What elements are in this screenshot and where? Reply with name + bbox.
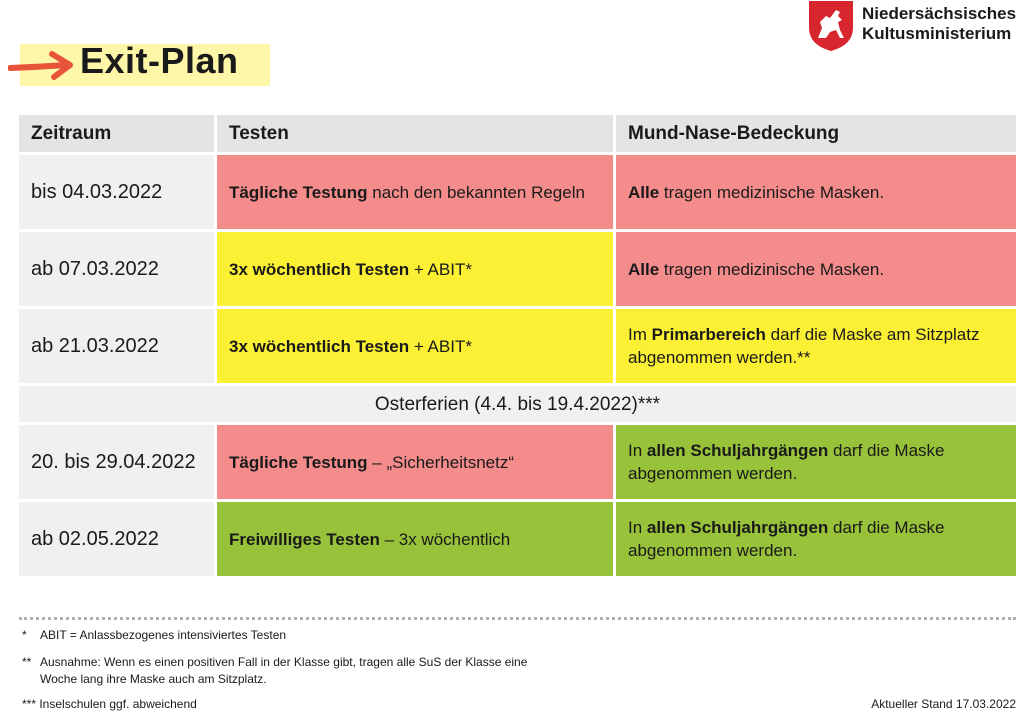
table-row — [19, 425, 1016, 499]
mask-cell: In allen Schuljahrgängen darf die Maske abgenommen werden. — [616, 425, 1016, 499]
footer-divider — [19, 617, 1016, 620]
mask-cell: Alle tragen medizinische Masken. — [616, 155, 1016, 229]
osterferien-label: Osterferien (4.4. bis 19.4.2022)*** — [19, 386, 1016, 422]
period-cell: ab 02.05.2022 — [19, 502, 214, 576]
current-status-date: Aktueller Stand 17.03.2022 — [871, 697, 1016, 711]
table-row — [19, 155, 1016, 229]
column-header-mund-nase-bedeckung: Mund-Nase-Bedeckung — [616, 115, 1016, 152]
footnote-islands: *** Inselschulen ggf. abweichend — [22, 697, 197, 711]
page-title: Exit-Plan — [80, 40, 239, 81]
mask-cell: Alle tragen medizinische Masken. — [616, 232, 1016, 306]
period-cell: ab 21.03.2022 — [19, 309, 214, 383]
mask-cell: Im Primarbereich darf die Maske am Sitzplatz abgenommen werden.** — [616, 309, 1016, 383]
table-row — [19, 232, 1016, 306]
arrow-right-icon — [8, 51, 78, 81]
testing-cell: Tägliche Testung nach den bekannten Regeln — [217, 155, 613, 229]
holiday-row — [19, 386, 1016, 422]
testing-cell: Freiwilliges Testen – 3x wöchentlich — [217, 502, 613, 576]
testing-cell: Tägliche Testung – „Sicherheitsnetz“ — [217, 425, 613, 499]
column-header-zeitraum: Zeitraum — [19, 115, 214, 152]
testing-cell: 3x wöchentlich Testen + ABIT* — [217, 309, 613, 383]
ministry-logo — [808, 0, 1018, 52]
exit-plan-table — [19, 115, 1016, 579]
table-row — [19, 309, 1016, 383]
horse-shield-icon — [808, 0, 854, 52]
period-cell: 20. bis 29.04.2022 — [19, 425, 214, 499]
footnote-abit: * ABIT = Anlassbezogenes intensiviertes Testen — [22, 628, 287, 642]
table-header-row — [19, 115, 1016, 152]
logo-text: Niedersächsisches Kultusministerium — [862, 4, 1017, 43]
mask-cell: In allen Schuljahrgängen darf die Maske abgenommen werden. — [616, 502, 1016, 576]
footnote-exception: ** Ausnahme: Wenn es einen positiven Fall in der Klasse gibt, tragen alle SuS der Klasse eine Woche lang ihre Maske auch am Sitzplatz. — [22, 655, 528, 686]
period-cell: bis 04.03.2022 — [19, 155, 214, 229]
column-header-testen: Testen — [217, 115, 613, 152]
table-row — [19, 502, 1016, 576]
period-cell: ab 07.03.2022 — [19, 232, 214, 306]
testing-cell: 3x wöchentlich Testen + ABIT* — [217, 232, 613, 306]
